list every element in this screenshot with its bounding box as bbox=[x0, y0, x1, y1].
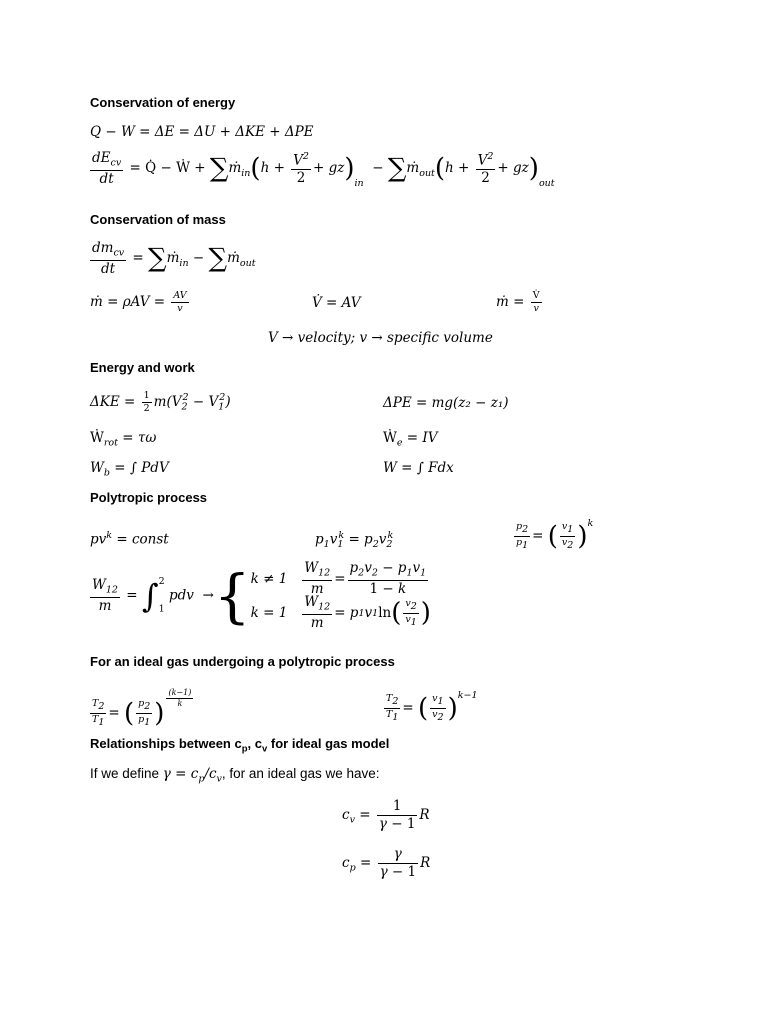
rotational-work-equation: Ẇ$_{rot}$ = τω bbox=[90, 430, 157, 449]
volume-flow-rate-equation: V̇ = AV bbox=[312, 295, 361, 311]
wb-rhs: ∫ PdV bbox=[129, 460, 169, 476]
heading-conservation-of-energy: Conservation of energy bbox=[90, 95, 236, 110]
force-work-equation: W = ∫ Fdx bbox=[383, 460, 454, 476]
electrical-work-equation: Ẇ$_e$ = IV bbox=[383, 430, 438, 449]
mass-flow-volume-equation: ṁ = $\frac{V̇}{v}$ bbox=[496, 290, 540, 314]
pvk-rhs: = const bbox=[112, 531, 169, 548]
polytropic-relation: $pv^k$ = const bbox=[90, 530, 169, 548]
temperature-volume-ratio-equation: $\frac{T_2}{T_1}$ = ( $\frac{v_1}{v_2}$ )$^{k-1}$ bbox=[386, 690, 478, 724]
define-prefix: If we define bbox=[90, 766, 163, 781]
define-suffix: , for an ideal gas we have: bbox=[221, 766, 380, 781]
pressure-ratio-equation: $\frac{p_2}{p_1}$ = ( $\frac{v_1}{v_2}$ )$^k$ bbox=[516, 518, 594, 552]
energy-balance-equation: Q − W = ΔE = ΔU + ΔKE + ΔPE bbox=[90, 124, 314, 140]
wrot-rhs: τω bbox=[137, 430, 157, 446]
heading-cp-cv-text: Relationships between c bbox=[90, 736, 242, 751]
polytropic-states-equation: $p_1v_1^k = p_2v_2^k$ bbox=[315, 530, 394, 551]
mdot-rho-label: ṁ = ρAV = bbox=[90, 293, 166, 310]
mdot-eq-label: ṁ = bbox=[496, 293, 525, 310]
mass-flow-rate-equation: ṁ = ρAV = $\frac{AV}{v}$ bbox=[90, 290, 187, 314]
kinetic-energy-equation: ΔKE = $\frac{1}{2}$ $m(V_2^2 - V_1^2)$ bbox=[90, 390, 231, 414]
gamma-definition: If we define $\gamma = c_p/c_v$, for an ideal gas we have: bbox=[90, 766, 380, 785]
velocity-note: V → velocity; v → specific volume bbox=[268, 330, 493, 346]
heading-ideal-gas-polytropic: For an ideal gas undergoing a polytropic process bbox=[90, 654, 395, 669]
heading-cp-sub: p bbox=[241, 743, 248, 755]
boundary-work-equation: $W_b$ = ∫ PdV bbox=[90, 460, 169, 479]
heading-cv-text: , c bbox=[247, 736, 262, 751]
mass-rate-equation: $\frac{dm_{cv}}{dt}$ = ∑ṁ$_{in}$ − ∑ṁ$_{out}$ bbox=[92, 240, 256, 277]
cp-equation: $c_p$ = $\frac{\gamma}{\gamma - 1}$ R bbox=[342, 846, 431, 880]
heading-cp-cv-relationships bbox=[90, 736, 389, 755]
pvk-label: pv bbox=[90, 531, 107, 548]
we-rhs: IV bbox=[422, 430, 438, 446]
cv-equation: $c_v$ = $\frac{1}{\gamma - 1}$ R bbox=[342, 798, 430, 832]
heading-energy-and-work: Energy and work bbox=[90, 360, 195, 375]
heading-polytropic-process: Polytropic process bbox=[90, 490, 208, 505]
potential-energy-equation: ΔPE = mg(z₂ − z₁) bbox=[383, 395, 509, 411]
temperature-pressure-ratio-equation: $\frac{T_2}{T_1}$ = ( $\frac{p_2}{p_1}$ ) $^{\frac{(k-1)}{k}}$ bbox=[92, 688, 192, 729]
heading-conservation-of-mass: Conservation of mass bbox=[90, 212, 226, 227]
energy-rate-equation: $\frac{dE_{cv}}{dt}$ = Q̇ − Ẇ + ∑ṁ$_{in}$(h + $\frac{V^2}{2}$ + $gz)_{in}$ − ∑ṁ$_{out}$(h + $\frac{V^2}{2}$ + $gz)_{out}$ bbox=[92, 150, 555, 190]
heading-cp-cv-end: for ideal gas model bbox=[267, 736, 390, 751]
polytropic-work-equation: $\frac{W_{12}}{m}$ = $\int_1^2$ pdv →{ k ≠ 1 $\frac{W_{12}}{m}$ = $\frac{p_2v_2 - p_1v_1}{1 - k}$ k = 1 $\frac{W_{12}}{m}$ = p 1 v 1 ln ( $\frac{v_2}{v_1}$ ) bbox=[92, 560, 431, 631]
heading-cv-sub: v bbox=[261, 743, 268, 755]
